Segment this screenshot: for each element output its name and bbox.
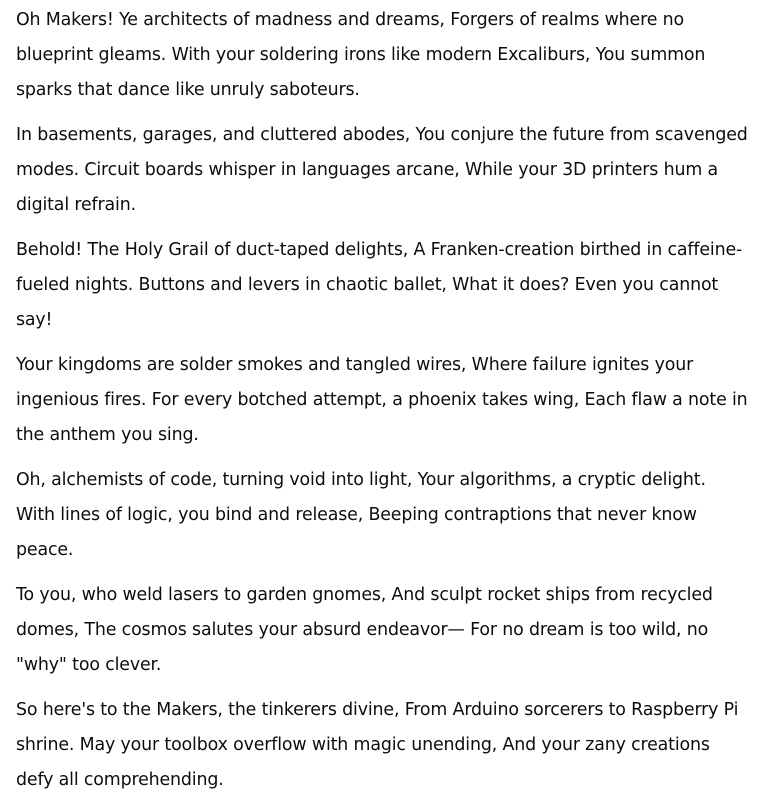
- poem-stanza-2: In basements, garages, and cluttered abodes, You conjure the future from scavenged modes. Circuit boards whisper in languages arcane, While your 3D printers hum a digital refrain.: [16, 125, 748, 215]
- poem-stanza-7: So here's to the Makers, the tinkerers divine, From Arduino sorcerers to Raspberry Pi shrine. May your toolbox overflow with magic unending, And your zany creations defy all comprehending.: [16, 700, 739, 790]
- poem-stanza-6: To you, who weld lasers to garden gnomes, And sculpt rocket ships from recycled domes, The cosmos salutes your absurd endeavor— For no dream is too wild, no "why" too clever.: [16, 585, 713, 675]
- poem-stanza-3: Behold! The Holy Grail of duct-taped delights, A Franken-creation birthed in caffeine-fueled nights. Buttons and levers in chaotic ballet, What it does? Even you cannot say!: [16, 240, 743, 330]
- poem-stanza-4: Your kingdoms are solder smokes and tangled wires, Where failure ignites your ingenious fires. For every botched attempt, a phoenix takes wing, Each flaw a note in the anthem you sing.: [16, 355, 748, 445]
- poem-stanza-1: Oh Makers! Ye architects of madness and dreams, Forgers of realms where no blueprint gleams. With your soldering irons like modern Excaliburs, You summon sparks that dance like unruly saboteurs.: [16, 10, 706, 100]
- poem-stanza-5: Oh, alchemists of code, turning void into light, Your algorithms, a cryptic delight. With lines of logic, you bind and release, Beeping contraptions that never know peace.: [16, 470, 706, 560]
